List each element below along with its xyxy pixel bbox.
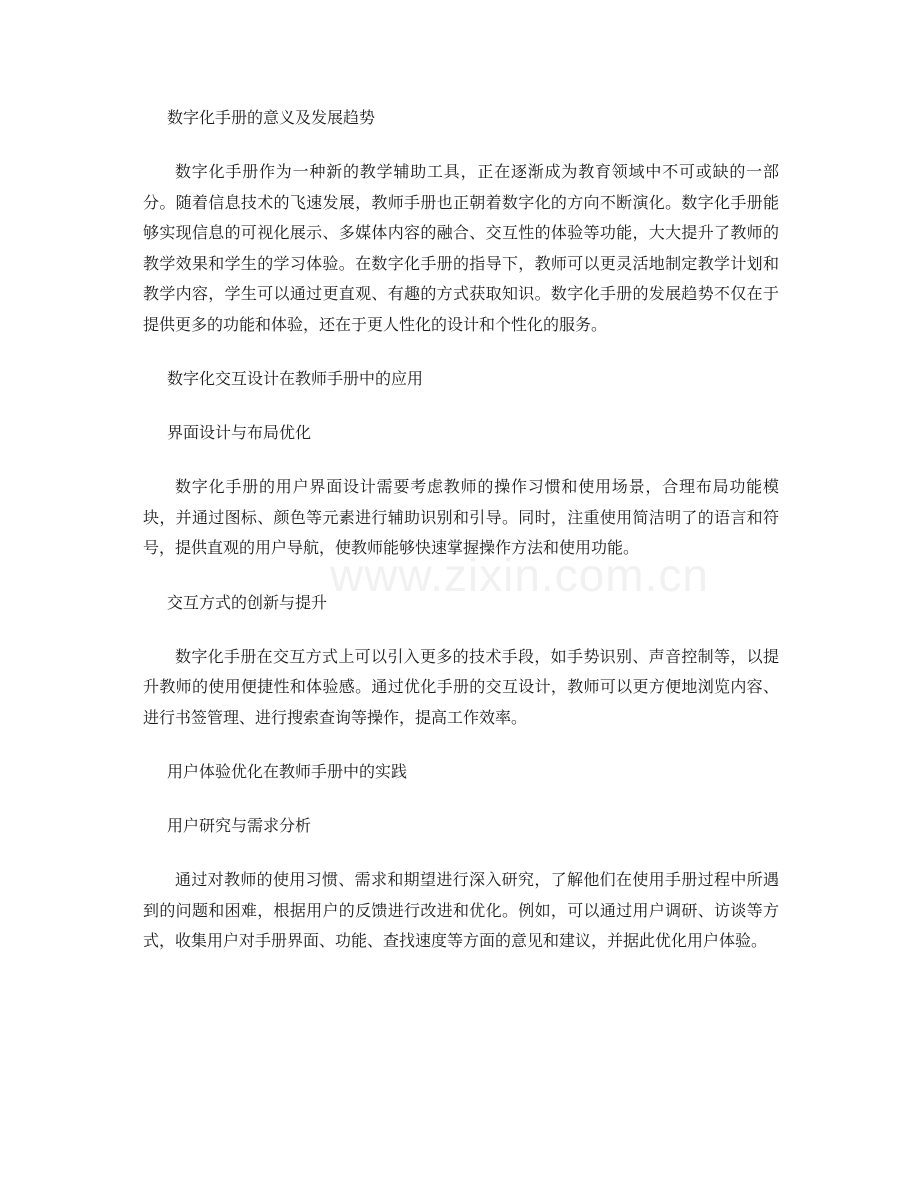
section-heading-meaning: 数字化手册的意义及发展趋势 — [167, 108, 376, 127]
subheading-interaction-innovation: 交互方式的创新与提升 — [167, 592, 328, 612]
subheading-user-research: 用户研究与需求分析 — [167, 816, 312, 835]
section-heading-ux-practice: 用户体验优化在教师手册中的实践 — [167, 762, 408, 781]
section-heading-interaction-design: 数字化交互设计在教师手册中的应用 — [167, 369, 424, 388]
paragraph-interface-layout: 数字化手册的用户界面设计需要考虑教师的操作习惯和使用场景，合理布局功能模块，并通过图标、颜色等元素进行辅助识别和引导。同时，注重使用简洁明了的语言和符号，提供直观的用户导航，使教师能够快速掌握操作方法和使用功能。 — [143, 477, 779, 557]
watermark: www.zixin.com.cn — [330, 549, 709, 601]
paragraph-meaning: 数字化手册作为一种新的教学辅助工具，正在逐渐成为教育领域中不可或缺的一部分。随着信息技术的飞速发展，教师手册也正朝着数字化的方向不断演化。数字化手册能够实现信息的可视化展示、多媒体内容的融合、交互性的体验等功能，大大提升了教师的教学效果和学生的学习体验。在数字化手册的指导下，教师可以更灵活地制定教学计划和教学内容，学生可以通过更直观、有趣的方式获取知识。数字化手册的发展趋势不仅在于提供更多的功能和体验，还在于更人性化的设计和个性化的服务。 — [143, 162, 779, 334]
paragraph-user-research: 通过对教师的使用习惯、需求和期望进行深入研究，了解他们在使用手册过程中所遇到的问题和困难，根据用户的反馈进行改进和优化。例如，可以通过用户调研、访谈等方式，收集用户对手册界面、功能、查找速度等方面的意见和建议，并据此优化用户体验。 — [143, 870, 779, 950]
paragraph-interaction-innovation: 数字化手册在交互方式上可以引入更多的技术手段，如手势识别、声音控制等，以提升教师的使用便捷性和体验感。通过优化手册的交互设计，教师可以更方便地浏览内容、进行书签管理、进行搜索查询等操作，提高工作效率。 — [143, 646, 779, 727]
subheading-interface-layout: 界面设计与布局优化 — [167, 423, 312, 442]
document-body — [143, 103, 779, 981]
